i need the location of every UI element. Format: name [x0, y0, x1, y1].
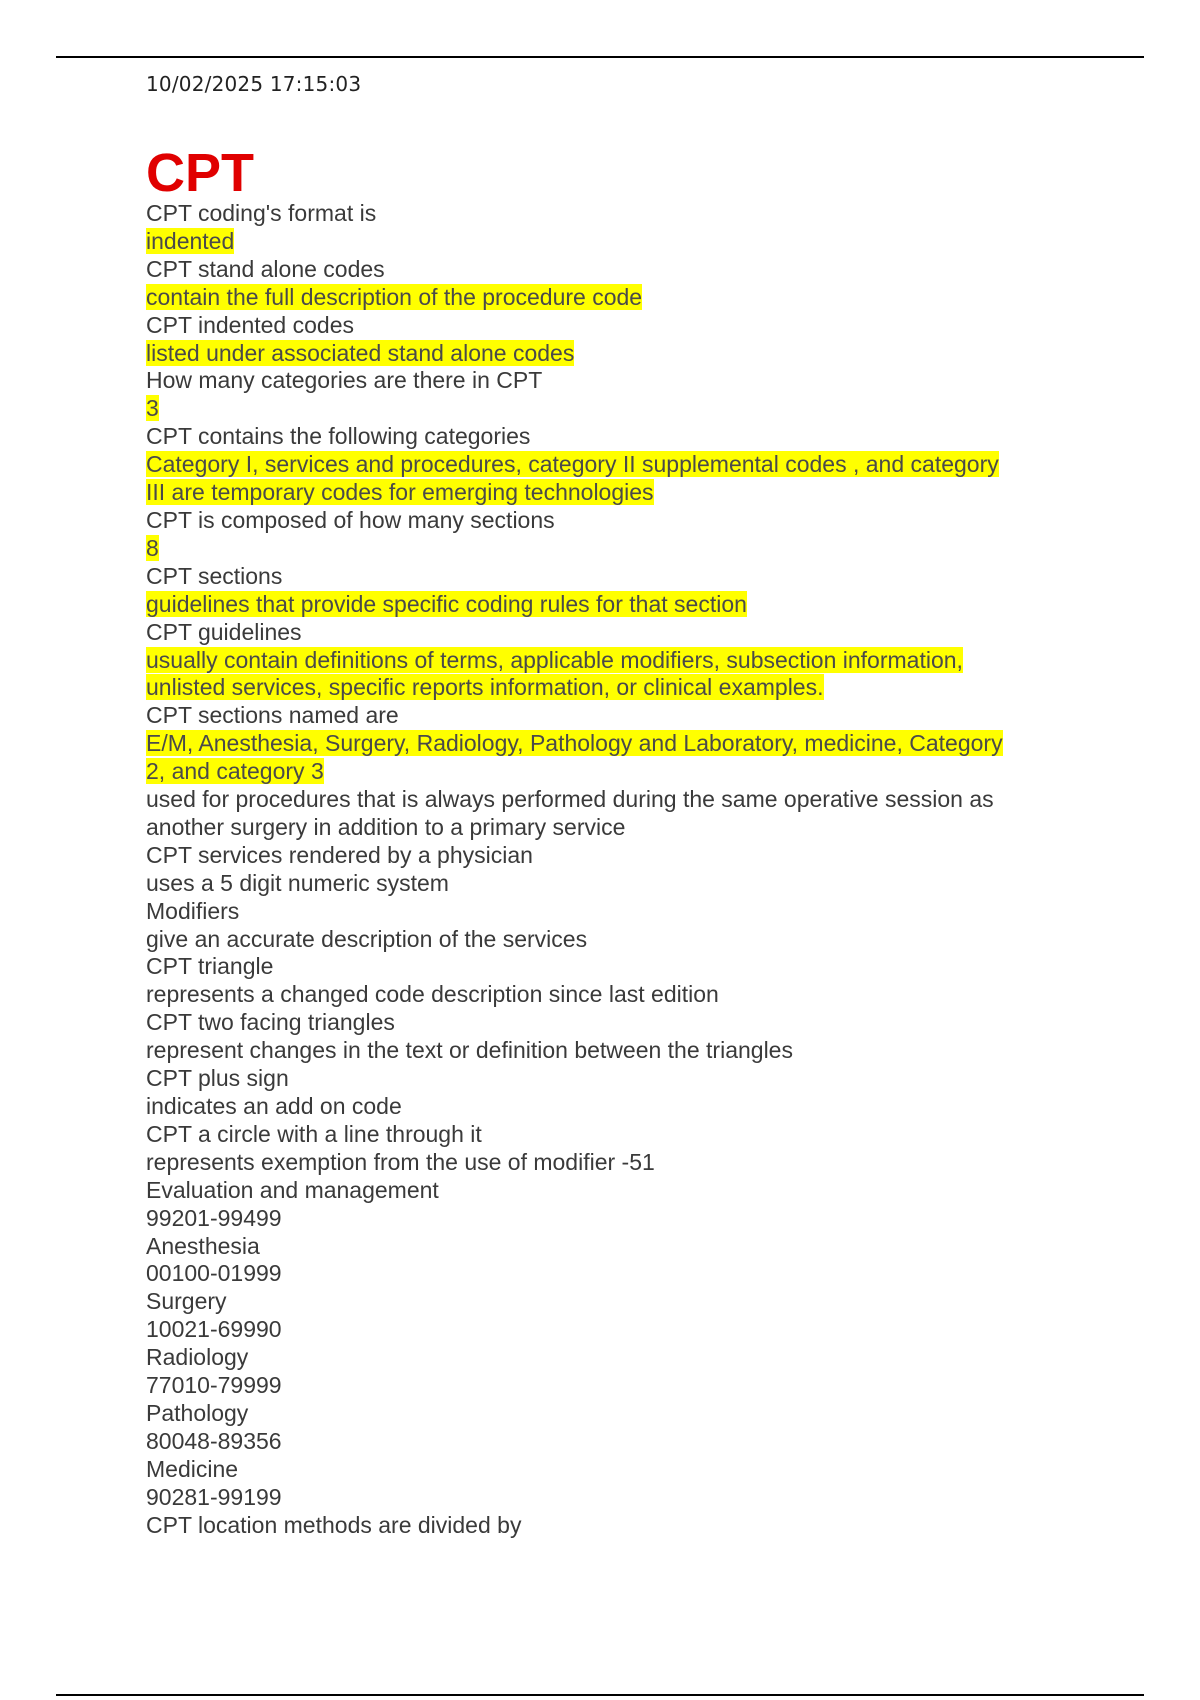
line-text: 00100-01999: [146, 1260, 282, 1287]
highlighted-text: 8: [146, 534, 159, 561]
question-line: [146, 1512, 1066, 1540]
line-text: CPT indented codes: [146, 311, 354, 338]
line-text: CPT sections named are: [146, 702, 399, 729]
question-line: [146, 200, 1066, 228]
line-text: 77010-79999: [146, 1372, 282, 1399]
line-text: CPT sections: [146, 562, 283, 589]
question-line: [146, 1233, 1066, 1261]
question-line: [146, 1484, 1066, 1512]
question-line: [146, 1400, 1066, 1428]
answer-line: [146, 284, 1066, 312]
answer-line: [146, 340, 1066, 368]
line-text: CPT triangle: [146, 953, 274, 980]
answer-line: [146, 451, 1066, 479]
line-text: CPT stand alone codes: [146, 255, 385, 282]
question-line: [146, 367, 1066, 395]
document-title: CPT: [146, 143, 254, 203]
question-line: [146, 423, 1066, 451]
line-text: Surgery: [146, 1288, 227, 1315]
question-line: [146, 1456, 1066, 1484]
line-text: CPT a circle with a line through it: [146, 1120, 482, 1147]
question-line: [146, 1260, 1066, 1288]
line-text: uses a 5 digit numeric system: [146, 869, 449, 896]
question-line: [146, 981, 1066, 1009]
line-text: give an accurate description of the services: [146, 925, 588, 952]
top-rule: [56, 56, 1144, 58]
highlighted-text: 2, and category 3: [146, 758, 324, 785]
question-line: [146, 1344, 1066, 1372]
question-line: [146, 1149, 1066, 1177]
question-line: [146, 814, 1066, 842]
line-text: CPT two facing triangles: [146, 1009, 395, 1036]
question-line: [146, 619, 1066, 647]
line-text: Modifiers: [146, 897, 240, 924]
question-line: [146, 953, 1066, 981]
answer-line: [146, 674, 1066, 702]
question-line: [146, 786, 1066, 814]
question-line: [146, 1288, 1066, 1316]
line-text: 99201-99499: [146, 1204, 282, 1231]
highlighted-text: E/M, Anesthesia, Surgery, Radiology, Pathology and Laboratory, medicine, Category: [146, 730, 1003, 757]
question-line: [146, 1372, 1066, 1400]
line-text: CPT guidelines: [146, 618, 302, 645]
line-text: 10021-69990: [146, 1316, 282, 1343]
line-text: CPT contains the following categories: [146, 423, 531, 450]
question-line: [146, 1037, 1066, 1065]
line-text: represent changes in the text or definition between the triangles: [146, 1037, 793, 1064]
highlighted-text: contain the full description of the procedure code: [146, 283, 643, 310]
highlighted-text: guidelines that provide specific coding rules for that section: [146, 590, 747, 617]
question-line: [146, 1177, 1066, 1205]
highlighted-text: Category I, services and procedures, category II supplemental codes , and category: [146, 451, 999, 478]
bottom-rule: [56, 1694, 1144, 1696]
answer-line: [146, 730, 1066, 758]
answer-line: [146, 591, 1066, 619]
answer-line: [146, 479, 1066, 507]
timestamp: 10/02/2025 17:15:03: [146, 72, 362, 96]
question-line: [146, 312, 1066, 340]
highlighted-text: 3: [146, 395, 159, 422]
question-line: [146, 926, 1066, 954]
highlighted-text: usually contain definitions of terms, applicable modifiers, subsection information,: [146, 646, 963, 673]
line-text: CPT coding's format is: [146, 200, 377, 226]
line-text: represents a changed code description since last edition: [146, 981, 719, 1008]
question-line: [146, 1065, 1066, 1093]
line-text: CPT location methods are divided by: [146, 1511, 522, 1538]
question-line: [146, 1316, 1066, 1344]
document-body: [146, 144, 1066, 1540]
entry-list: [146, 200, 1066, 1540]
question-line: [146, 256, 1066, 284]
line-text: another surgery in addition to a primary service: [146, 813, 626, 840]
line-text: indicates an add on code: [146, 1093, 402, 1119]
line-text: CPT is composed of how many sections: [146, 506, 555, 533]
line-text: Medicine: [146, 1455, 239, 1482]
question-line: [146, 1009, 1066, 1037]
line-text: 90281-99199: [146, 1483, 282, 1510]
line-text: Radiology: [146, 1344, 249, 1371]
question-line: [146, 1093, 1066, 1121]
answer-line: [146, 535, 1066, 563]
line-text: Anesthesia: [146, 1232, 260, 1259]
answer-line: [146, 647, 1066, 675]
line-text: How many categories are there in CPT: [146, 367, 543, 394]
highlighted-text: III are temporary codes for emerging technologies: [146, 479, 654, 506]
question-line: [146, 1205, 1066, 1233]
question-line: [146, 702, 1066, 730]
answer-line: [146, 758, 1066, 786]
highlighted-text: indented: [146, 227, 235, 254]
question-line: [146, 1121, 1066, 1149]
line-text: represents exemption from the use of modifier -51: [146, 1148, 655, 1175]
question-line: [146, 870, 1066, 898]
answer-line: [146, 228, 1066, 256]
line-text: 80048-89356: [146, 1427, 282, 1454]
line-text: Pathology: [146, 1399, 249, 1426]
line-text: CPT services rendered by a physician: [146, 841, 533, 868]
line-text: Evaluation and management: [146, 1176, 439, 1203]
line-text: CPT plus sign: [146, 1065, 289, 1092]
answer-line: [146, 395, 1066, 423]
question-line: [146, 842, 1066, 870]
line-text: used for procedures that is always performed during the same operative session as: [146, 786, 994, 813]
question-line: [146, 898, 1066, 926]
highlighted-text: unlisted services, specific reports information, or clinical examples.: [146, 674, 824, 701]
question-line: [146, 563, 1066, 591]
highlighted-text: listed under associated stand alone codes: [146, 339, 575, 366]
question-line: [146, 507, 1066, 535]
question-line: [146, 1428, 1066, 1456]
